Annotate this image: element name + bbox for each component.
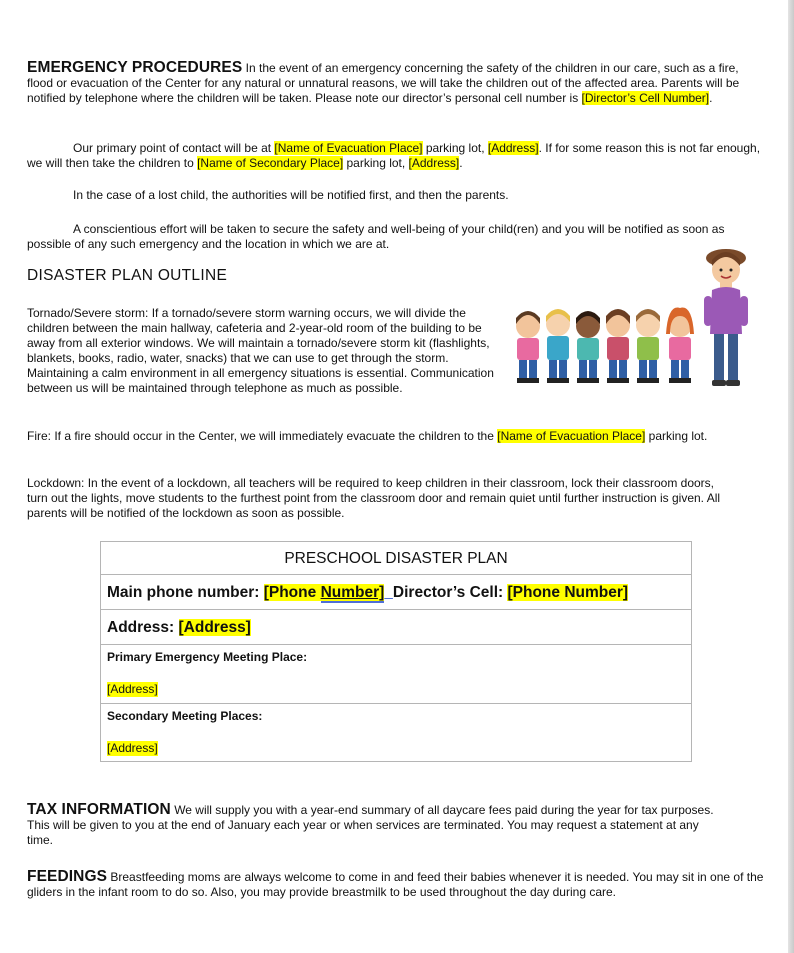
secondary-place-placeholder: [Name of Secondary Place] [197, 156, 344, 170]
address-placeholder-2: [Address] [408, 156, 460, 170]
emergency-heading: EMERGENCY PROCEDURES [27, 59, 243, 76]
plan-phone-row [101, 575, 691, 610]
contact-text-e: . [459, 156, 463, 170]
disaster-plan-title: DISASTER PLAN OUTLINE [27, 267, 228, 284]
lost-child-paragraph [27, 188, 767, 203]
tax-heading: TAX INFORMATION [27, 801, 171, 818]
children-teacher-illustration [508, 244, 758, 390]
secondary-meeting-label: Secondary Meeting Places: [107, 709, 263, 723]
director-cell-value[interactable]: [Phone Number] [507, 584, 629, 601]
fire-text-a: Fire: If a fire should occur in the Center, we will immediately evacuate the children to the [27, 429, 498, 443]
tornado-paragraph: Tornado/Severe storm: If a tornado/severe storm warning occurs, we will divide the children between the main hallway, cafeteria and 2-year-old room of the building to be away from all exterior windows. We will maintain a tornado/severe storm kit (flashlights, blankets, books, radio, water, snacks) that we can use to get through the storm. Maintaining a calm environment in all emergency situations is essential. Communication between us will be maintained through telephone as much as possible. [27, 306, 494, 395]
director-cell-placeholder: [Director’s Cell Number] [581, 91, 710, 105]
page-edge [788, 0, 794, 953]
tax-text: We will supply you with a year-end summary of all daycare fees paid during the year for tax purposes. This will be given to you at the end of January each year or when services are terminated. You may request a statement at any time. [27, 803, 714, 847]
child-6 [666, 308, 694, 383]
feedings-heading: FEEDINGS [27, 868, 108, 885]
disaster-plan-table [100, 541, 692, 762]
child-2 [546, 309, 570, 383]
contact-text-a: Our primary point of contact will be at [73, 141, 275, 155]
contact-text-c: . If for some reason this is not far enough, we will then take the children to [27, 141, 761, 170]
emergency-text-end: . [709, 91, 713, 105]
address-placeholder: [Address] [487, 141, 539, 155]
address-value[interactable]: [Address] [178, 619, 251, 636]
contact-text-b: parking lot, [422, 141, 488, 155]
plan-table-title: PRESCHOOL DISASTER PLAN [101, 542, 691, 575]
primary-meeting-value[interactable]: [Address] [107, 682, 158, 696]
director-cell-label: Director’s Cell: [392, 584, 508, 601]
evacuation-place-placeholder: [Name of Evacuation Place] [274, 141, 423, 155]
secondary-meeting-value[interactable]: [Address] [107, 741, 158, 755]
address-label: Address: [107, 619, 179, 636]
emergency-paragraph [27, 60, 767, 106]
main-phone-value-b: Number] [320, 584, 385, 601]
teacher-figure [704, 249, 748, 386]
fire-evacuation-placeholder: [Name of Evacuation Place] [497, 429, 646, 443]
secondary-meeting-row [101, 704, 691, 761]
main-phone-label: Main phone number: [107, 584, 264, 601]
contact-text-d: parking lot, [343, 156, 409, 170]
fire-paragraph [27, 429, 767, 444]
emergency-text: In the event of an emergency concerning the safety of the children in our care, such as a fire, flood or evacuation of the Center for any natural or unnatural reasons, we will take the children out of the affected area. Parents will be notified by telephone where the children will be taken. Please note our director’s personal cell number is [27, 61, 740, 105]
lost-child-text: In the case of a lost child, the authorities will be notified first, and then the parents. [73, 188, 509, 202]
child-4 [606, 309, 630, 383]
contact-paragraph [27, 141, 767, 171]
feedings-text: Breastfeeding moms are always welcome to come in and feed their babies whenever it is needed. You may sit in one of the gliders in the infant room to do so. Also, you may provide breastmilk to be used throughout the day during care. [27, 870, 764, 899]
child-1 [516, 311, 540, 383]
main-phone-value[interactable] [264, 584, 385, 601]
feedings-paragraph [27, 869, 767, 900]
lockdown-paragraph: Lockdown: In the event of a lockdown, all teachers will be required to keep children in their classroom, lock their classroom doors, turn out the lights, move students to the furthest point from the classroom door and remain quiet until further instruction is given. All parents will be notified of the lockdown as soon as possible. [27, 476, 721, 520]
main-phone-value-a: [Phone [263, 584, 321, 601]
primary-meeting-row [101, 645, 691, 704]
child-5 [636, 309, 660, 383]
fire-text-b: parking lot. [645, 429, 708, 443]
primary-meeting-label: Primary Emergency Meeting Place: [107, 650, 308, 664]
conscientious-text: A conscientious effort will be taken to secure the safety and well-being of your child(ren) and you will be notified as soon as possible of any such emergency and the location in which we are at. [27, 222, 725, 251]
plan-address-row [101, 610, 691, 645]
child-3 [576, 311, 600, 383]
tax-paragraph [27, 802, 727, 848]
